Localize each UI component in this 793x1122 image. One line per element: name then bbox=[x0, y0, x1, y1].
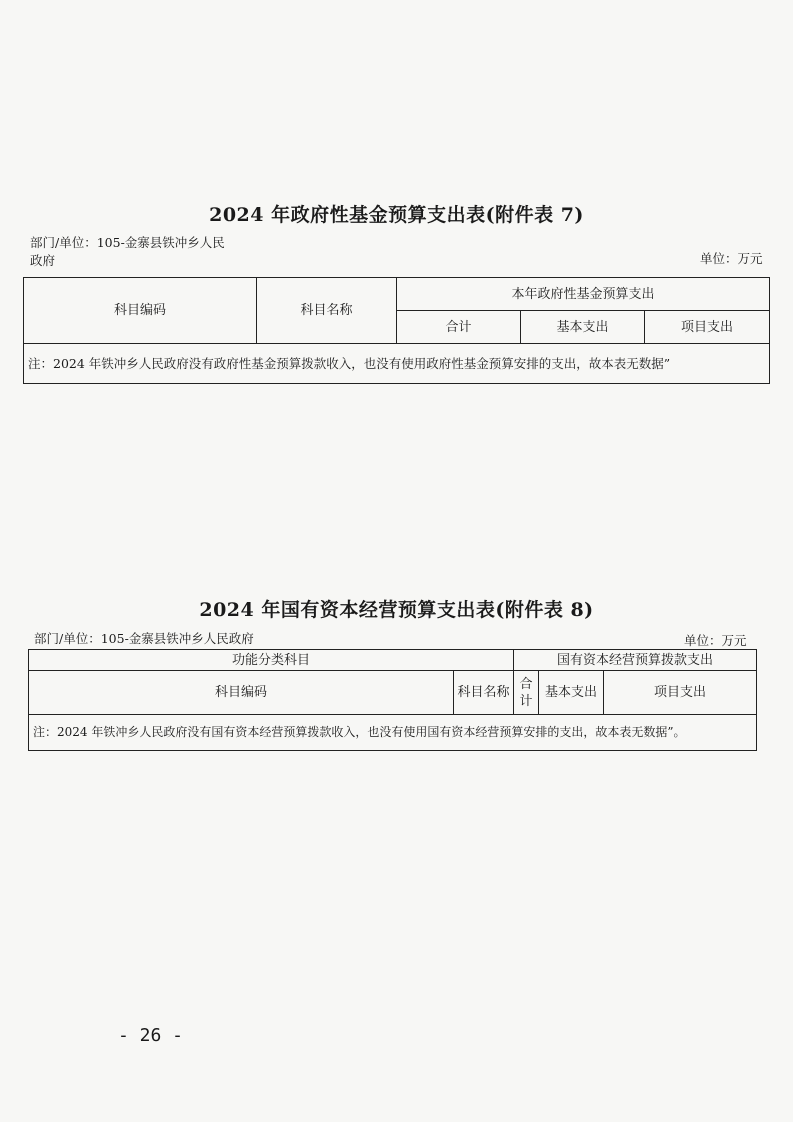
table7 bbox=[23, 277, 770, 384]
table8-header-project: 项目支出 bbox=[604, 671, 757, 715]
table8-title: 2024 年国有资本经营预算支出表(附件表 8) bbox=[199, 599, 594, 621]
table7-note: 注：2024 年铁冲乡人民政府没有政府性基金预算拨款收入，也没有使用政府性基金预算安排的支出，故本表无数据” bbox=[24, 344, 770, 384]
table7-dept-line1: 部门/单位：105-金寨县铁冲乡人民 bbox=[30, 235, 225, 250]
table7-header-basic: 基本支出 bbox=[521, 311, 645, 344]
table7-header-code: 科目编码 bbox=[24, 278, 257, 344]
table8-header-func: 功能分类科目 bbox=[29, 650, 514, 671]
table8-header-name: 科目名称 bbox=[454, 671, 514, 715]
table7-dept-line2: 政府 bbox=[30, 253, 56, 268]
table8-header-group: 国有资本经营预算拨款支出 bbox=[514, 650, 757, 671]
page-number: - 26 - bbox=[118, 1025, 184, 1046]
table7-header-project: 项目支出 bbox=[645, 311, 770, 344]
table8-unit: 单位：万元 bbox=[684, 633, 747, 648]
table7-header-group: 本年政府性基金预算支出 bbox=[397, 278, 770, 311]
table8-header-basic: 基本支出 bbox=[539, 671, 604, 715]
table7-header-total: 合计 bbox=[397, 311, 521, 344]
table8 bbox=[28, 649, 757, 751]
table7-dept bbox=[30, 234, 225, 270]
table8-note: 注：2024 年铁冲乡人民政府没有国有资本经营预算拨款收入，也没有使用国有资本经营预算安排的支出，故本表无数据”。 bbox=[29, 715, 757, 751]
table8-header-code: 科目编码 bbox=[29, 671, 454, 715]
table7-header-name: 科目名称 bbox=[257, 278, 397, 344]
table7-unit: 单位：万元 bbox=[700, 251, 763, 266]
table8-header-total: 合计 bbox=[514, 671, 539, 715]
table8-dept: 部门/单位：105-金寨县铁冲乡人民政府 bbox=[34, 631, 254, 646]
table7-title: 2024 年政府性基金预算支出表(附件表 7) bbox=[209, 204, 584, 226]
